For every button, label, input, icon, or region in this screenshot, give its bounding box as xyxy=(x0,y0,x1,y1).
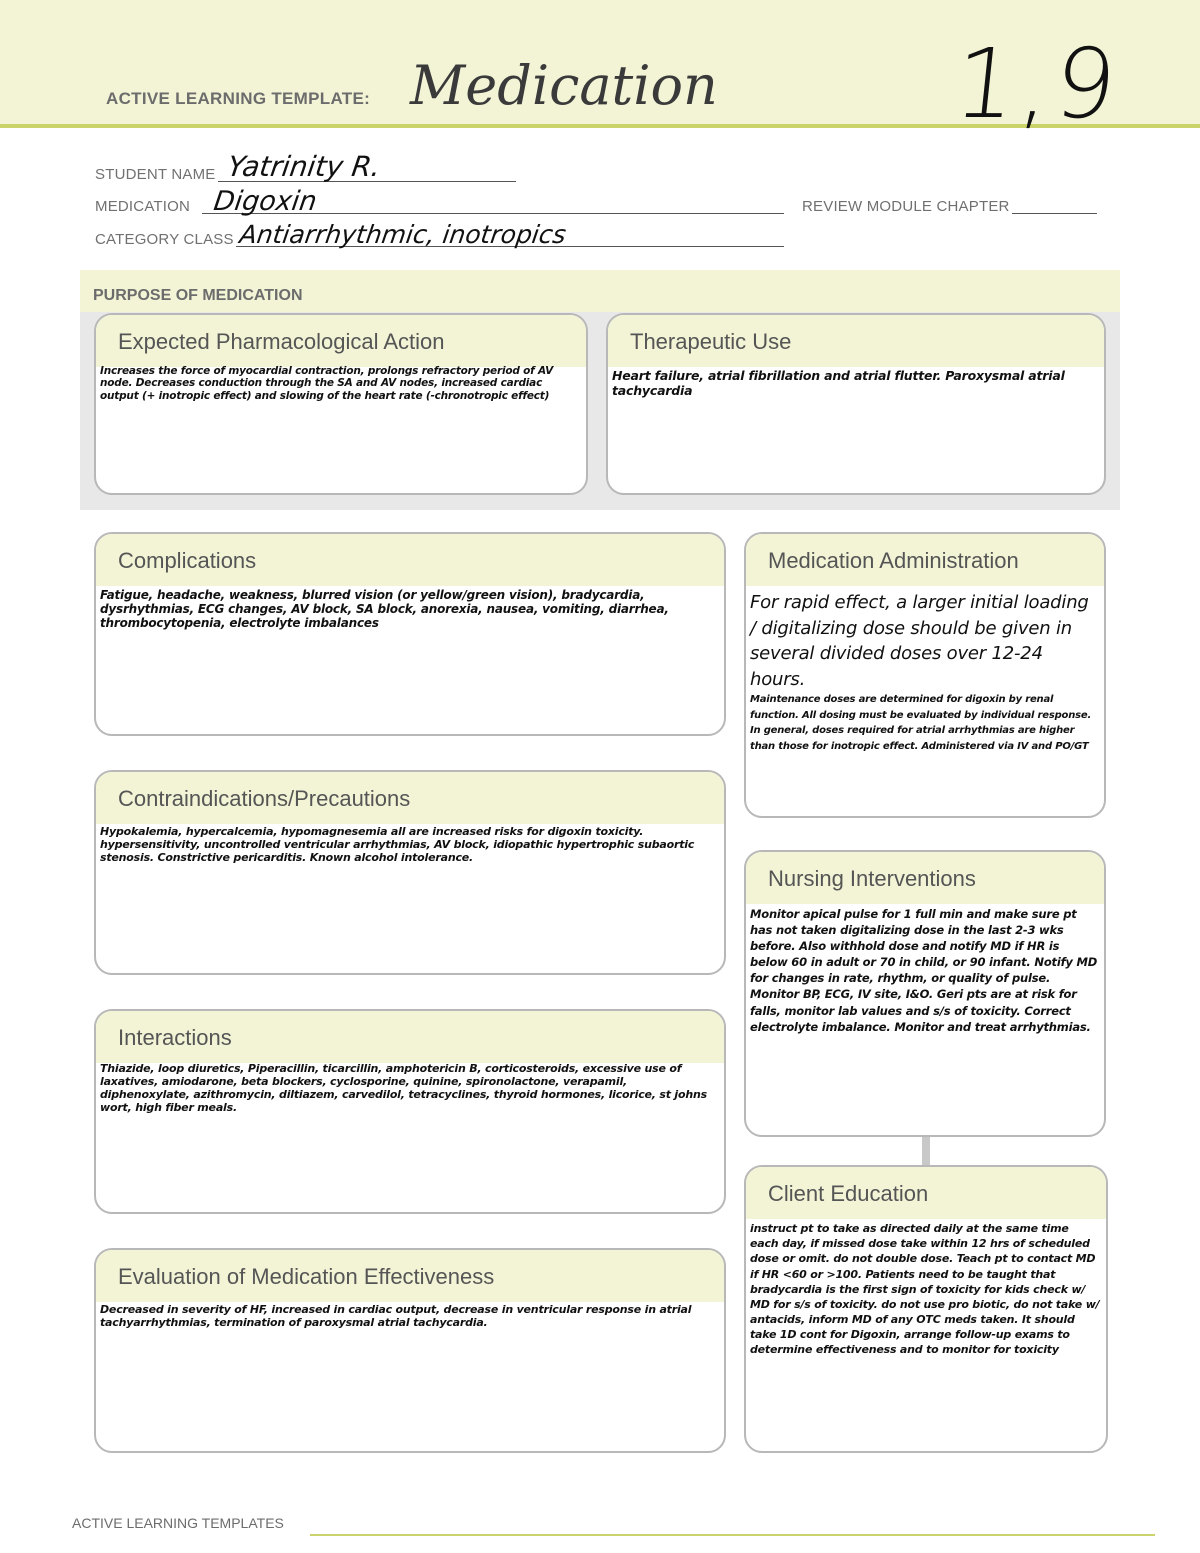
nursing-interventions-text: Monitor apical pulse for 1 full min and make sure pt has not taken digitalizing dose in the last 2-3 wks before. Also withhold dose and notify MD if HR is below 60 in adult or 70 in child, or 90 infant. Notify MD for changes in rate, rhythm, or quality of pulse. Monitor BP, ECG, IV site, I&O. Geri pts are at risk for falls, monitor lab values and s/s of toxicity. Correct electrolyte imbalance. Monitor and treat arrhythmias. xyxy=(750,907,1098,1034)
complications-text: Fatigue, headache, weakness, blurred vision (or yellow/green vision), bradycardia, dysrhythmias, ECG changes, AV block, SA block, anorexia, nausea, vomiting, diarrhea, thrombocytopenia, electrolyte imbalances xyxy=(100,588,669,631)
expected-action-text: Increases the force of myocardial contraction, prolongs refractory period of AV node. Decreases conduction through the SA and AV nodes, increased cardiac output (+ inotropic effect) and slowing of the heart rate (-chronotropic effect) xyxy=(100,365,554,402)
medication-administration-box[interactable] xyxy=(744,532,1106,818)
student-name-label: STUDENT NAME xyxy=(95,166,216,183)
therapeutic-use-text: Heart failure, atrial fibrillation and atrial flutter. Paroxysmal atrial tachycardia xyxy=(612,368,1065,398)
evaluation-text: Decreased in severity of HF, increased in cardiac output, decrease in ventricular response in atrial tachyarrhythmias, termination of paroxysmal atrial tachycardia. xyxy=(100,1303,692,1329)
evaluation-box[interactable] xyxy=(94,1248,726,1453)
grade-mark: 1,9 xyxy=(949,28,1126,140)
purpose-label: PURPOSE OF MEDICATION xyxy=(93,287,303,304)
medication-administration-text-small: Maintenance doses are determined for digoxin by renal function. All dosing must be evaluated by individual response. In general, doses required for atrial arrhythmias are higher than those for inotropic effect. Administered via IV and PO/GT xyxy=(750,694,1092,752)
footer-label: ACTIVE LEARNING TEMPLATES xyxy=(72,1515,284,1531)
medication-value[interactable]: Digoxin xyxy=(211,186,319,217)
expected-action-title: Expected Pharmacological Action xyxy=(118,329,445,354)
contraindications-box[interactable] xyxy=(94,770,726,975)
category-class-value[interactable]: Antiarrhythmic, inotropics xyxy=(237,220,568,249)
therapeutic-use-title: Therapeutic Use xyxy=(630,329,792,354)
review-module-line[interactable] xyxy=(1012,213,1097,214)
medication-administration-content xyxy=(750,590,1098,754)
template-title: Medication xyxy=(410,54,718,117)
nursing-interventions-title: Nursing Interventions xyxy=(768,866,976,891)
complications-box[interactable] xyxy=(94,532,726,736)
client-education-text: instruct pt to take as directed daily at the same time each day, if missed dose take within 12 hrs of scheduled dose or omit. do not double dose. Teach pt to contact MD if HR <60 or >100. Patients need to be taught that bradycardia is the first sign of toxicity for kids check w/ MD for s/s of toxicity. do not use pro biotic, do not take w/ antacids, inform MD of any OTC meds taken. It should take 1D cont for Digoxin, arrange follow-up exams to determine effectiveness and to monitor for toxicity xyxy=(750,1222,1100,1357)
student-name-value[interactable]: Yatrinity R. xyxy=(225,150,383,183)
contraindications-title: Contraindications/Precautions xyxy=(118,786,411,811)
medication-label: MEDICATION xyxy=(95,198,191,215)
nursing-interventions-box[interactable] xyxy=(744,850,1106,1137)
expected-action-box[interactable] xyxy=(94,313,588,495)
client-education-title: Client Education xyxy=(768,1181,929,1206)
client-education-box[interactable] xyxy=(744,1165,1108,1453)
medication-administration-title: Medication Administration xyxy=(768,548,1019,573)
template-label: ACTIVE LEARNING TEMPLATE: xyxy=(106,89,371,108)
complications-title: Complications xyxy=(118,548,257,573)
category-class-label: CATEGORY CLASS xyxy=(95,231,234,248)
interactions-text: Thiazide, loop diuretics, Piperacillin, ticarcillin, amphotericin B, corticosteroids, excessive use of laxatives, amiodarone, beta blockers, cyclosporine, quinine, spironolactone, verapamil, diphenoxylate, azithromycin, diltiazem, carvedilol, tetracyclines, thyroid hormones, licorice, st johns wort, high fiber meals. xyxy=(100,1062,707,1114)
interactions-title: Interactions xyxy=(118,1025,232,1050)
interactions-box[interactable] xyxy=(94,1009,726,1214)
evaluation-title: Evaluation of Medication Effectiveness xyxy=(118,1264,495,1289)
medication-administration-text-large: For rapid effect, a larger initial loading / digitalizing dose should be given in several divided doses over 12-24 hours. xyxy=(750,592,1089,690)
connector-bar xyxy=(922,1137,930,1165)
contraindications-text: Hypokalemia, hypercalcemia, hypomagnesemia all are increased risks for digoxin toxicity. hypersensitivity, uncontrolled ventricular arrhythmias, AV block, idiopathic hypertrophic subaortic stenosis. Constrictive pericarditis. Known alcohol intolerance. xyxy=(100,825,695,864)
therapeutic-use-box[interactable] xyxy=(606,313,1106,495)
review-module-label: REVIEW MODULE CHAPTER xyxy=(802,198,1010,215)
footer-rule xyxy=(310,1534,1155,1536)
